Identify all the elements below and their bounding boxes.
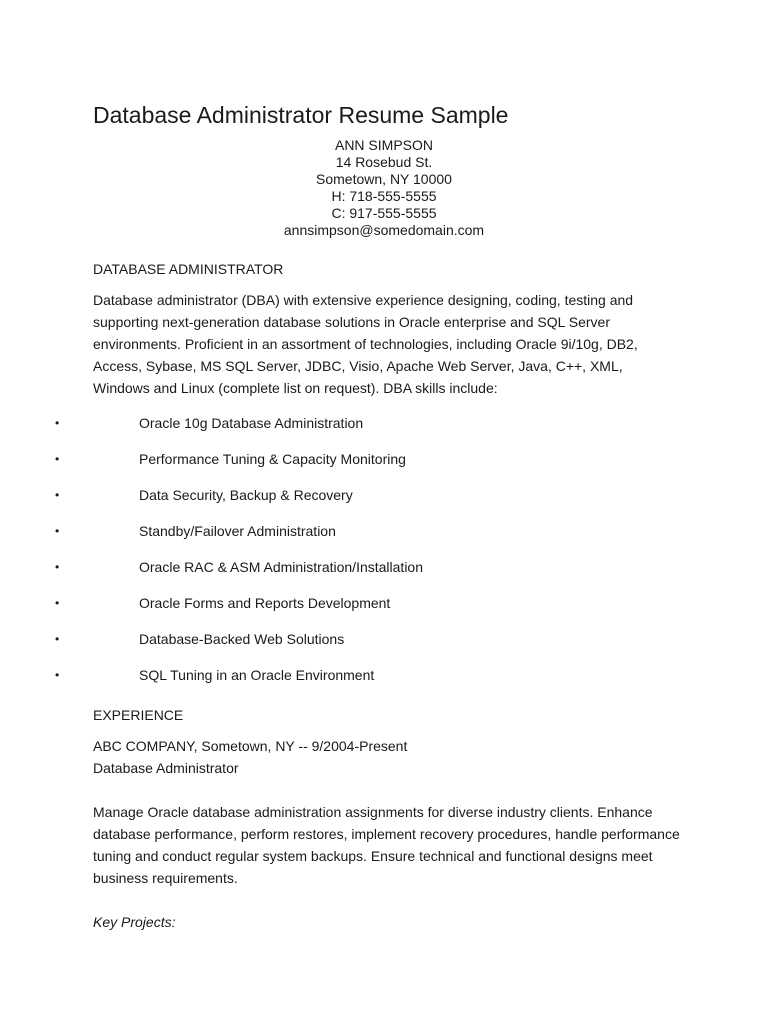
document-title: Database Administrator Resume Sample: [93, 102, 509, 128]
skill-label: SQL Tuning in an Oracle Environment: [139, 667, 375, 683]
bullet-icon: •: [55, 452, 60, 466]
skill-label: Oracle 10g Database Administration: [139, 415, 364, 431]
bullet-icon: •: [55, 524, 60, 538]
bullet-icon: •: [55, 416, 60, 430]
list-item: [0, 592, 768, 614]
list-item: [0, 628, 768, 650]
skill-label: Oracle RAC & ASM Administration/Installation: [139, 559, 424, 575]
contact-name: ANN SIMPSON: [334, 137, 433, 153]
bullet-icon: •: [55, 596, 60, 610]
job-title: Database Administrator: [93, 760, 239, 776]
contact-home-phone: H: 718-555-5555: [331, 188, 437, 204]
summary-paragraph: Database administrator (DBA) with extensive experience designing, coding, testing and supporting next-generation database solutions in Oracle enterprise and SQL Server environments. Proficient in an assortment of technologies, including Oracle 9i/10g, DB2, Access, Sybase, MS SQL Server, JDBC, Visio, Apache Web Server, Java, C++, XML, Windows and Linux (complete list on request). DBA skills include:: [93, 292, 638, 396]
experience-heading: EXPERIENCE: [93, 707, 184, 723]
contact-city: Sometown, NY 10000: [316, 171, 452, 187]
list-item: [0, 520, 768, 542]
skill-label: Data Security, Backup & Recovery: [139, 487, 353, 503]
company-line: ABC COMPANY, Sometown, NY -- 9/2004-Present: [93, 738, 408, 754]
skill-label: Database-Backed Web Solutions: [139, 631, 345, 647]
skill-label: Oracle Forms and Reports Development: [139, 595, 391, 611]
list-item: [0, 664, 768, 686]
bullet-icon: •: [55, 632, 60, 646]
key-projects-label: Key Projects:: [93, 914, 176, 930]
list-item: [0, 448, 768, 470]
list-item: [0, 484, 768, 506]
list-item: [0, 556, 768, 578]
bullet-icon: •: [55, 488, 60, 502]
contact-street: 14 Rosebud St.: [335, 154, 433, 170]
bullet-icon: •: [55, 668, 60, 682]
contact-block: [0, 137, 768, 239]
contact-cell-phone: C: 917-555-5555: [331, 205, 437, 221]
list-item: [0, 412, 768, 434]
skill-label: Performance Tuning & Capacity Monitoring: [139, 451, 406, 467]
summary-heading: DATABASE ADMINISTRATOR: [93, 261, 284, 277]
skill-label: Standby/Failover Administration: [139, 523, 336, 539]
experience-description: Manage Oracle database administration assignments for diverse industry clients. Enhance database performance, perform restores, implement recovery procedures, handle performance tuning and conduct regular system backups. Ensure technical and functional designs meet business requirements.: [93, 804, 680, 886]
contact-email: annsimpson@somedomain.com: [283, 222, 485, 238]
bullet-icon: •: [55, 560, 60, 574]
